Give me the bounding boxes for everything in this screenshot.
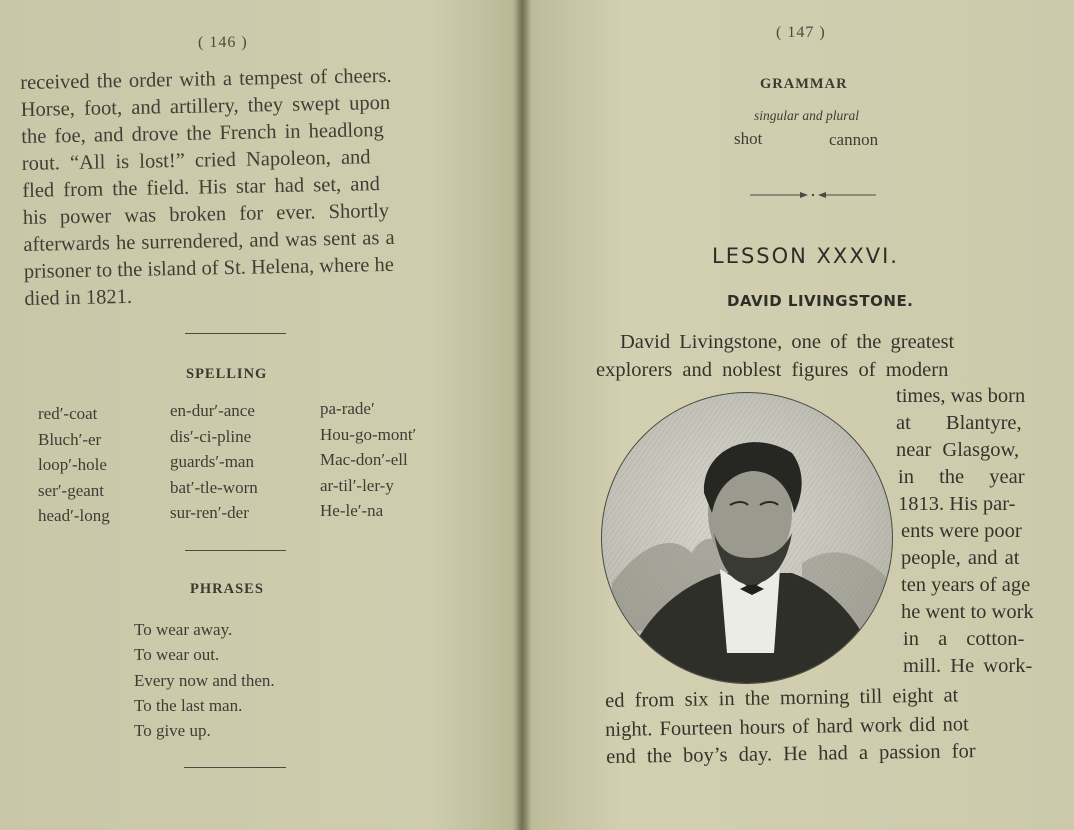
page-number-left: ( 146 ) [198, 34, 248, 51]
body-line: ents were poor [901, 520, 1022, 542]
body-line: fled from the field. His star had set, and [22, 173, 381, 202]
body-line: times, was born [896, 385, 1026, 407]
body-line: at Blantyre, [896, 412, 1022, 434]
body-line: ed from six in the morning till eight at [605, 684, 959, 712]
spelling-column-1 [38, 401, 110, 529]
spelling-word: ar-til′-ler-y [320, 475, 394, 495]
section-divider [184, 767, 286, 768]
portrait-illustration [602, 393, 892, 683]
body-line: Horse, foot, and artillery, they swept upon [20, 91, 391, 121]
spelling-column-2 [170, 398, 258, 526]
book-gutter [512, 0, 532, 830]
body-line: prisoner to the island of St. Helena, where he [23, 253, 395, 283]
phrase-item: To wear away. [134, 620, 233, 639]
body-line: end the boy’s day. He had a passion for [606, 740, 976, 768]
body-line: in a cotton- [903, 628, 1025, 650]
page-number-right: ( 147 ) [776, 24, 826, 41]
spelling-word: loop′-hole [38, 455, 107, 474]
phrase-item: To wear out. [134, 645, 220, 665]
phrase-item: Every now and then. [134, 670, 275, 690]
grammar-heading: GRAMMAR [760, 76, 848, 92]
lesson-subtitle: DAVID LIVINGSTONE. [727, 292, 914, 310]
spelling-word: ser′-geant [38, 480, 105, 500]
spelling-word: en-dur′-ance [170, 401, 255, 420]
spelling-word: Mac-don′-ell [320, 450, 408, 469]
body-line: his power was broken for ever. Shortly [22, 199, 390, 229]
spelling-word: He-le′-na [320, 501, 384, 520]
spelling-word: pa-rade′ [320, 399, 375, 418]
body-line: he went to work [901, 601, 1034, 623]
spelling-word: guards′-man [170, 452, 254, 471]
spelling-word: head′-long [38, 506, 110, 525]
body-line: night. Fourteen hours of hard work did not [605, 713, 969, 741]
body-line: David Livingstone, one of the greatest [620, 331, 955, 353]
phrases-list [134, 617, 275, 743]
spelling-heading: SPELLING [186, 366, 268, 382]
grammar-word-singular: shot [734, 129, 763, 148]
spelling-word: bat′-tle-worn [170, 477, 258, 497]
spelling-word: sur-ren′-der [170, 503, 249, 522]
body-line: explorers and noblest figures of modern [596, 359, 949, 381]
body-line: the foe, and drove the French in headlong [21, 119, 384, 148]
livingstone-portrait [601, 392, 893, 684]
body-line: mill. He work- [903, 655, 1033, 677]
phrase-item: To give up. [134, 721, 211, 741]
spelling-column-3 [320, 396, 416, 524]
body-line: died in 1821. [24, 285, 133, 310]
spelling-word: Bluch′-er [38, 429, 102, 449]
grammar-subheading: singular and plural [754, 108, 860, 123]
lesson-title: LESSON XXXVI. [712, 244, 899, 268]
body-line: ten years of age [901, 574, 1031, 596]
grammar-word-plural: cannon [829, 130, 879, 149]
spelling-word: Hou-go-mont′ [320, 424, 417, 444]
spelling-word: red′-coat [38, 404, 98, 423]
section-divider [185, 333, 286, 334]
spelling-word: dis′-ci-pline [170, 426, 252, 446]
phrase-item: To the last man. [134, 695, 243, 715]
body-line: received the order with a tempest of cheers. [20, 64, 392, 94]
body-line: near Glasgow, [896, 439, 1020, 461]
body-line: 1813. His par- [898, 493, 1016, 515]
body-line: in the year [898, 466, 1025, 488]
phrases-heading: PHRASES [190, 581, 264, 597]
body-line: rout. “All is lost!” cried Napoleon, and [21, 146, 371, 175]
body-line: afterwards he surrendered, and was sent as a [23, 226, 395, 256]
ornament-divider [748, 188, 878, 202]
left-body-text [20, 62, 461, 313]
body-line: people, and at [901, 547, 1020, 569]
section-divider [185, 550, 286, 551]
